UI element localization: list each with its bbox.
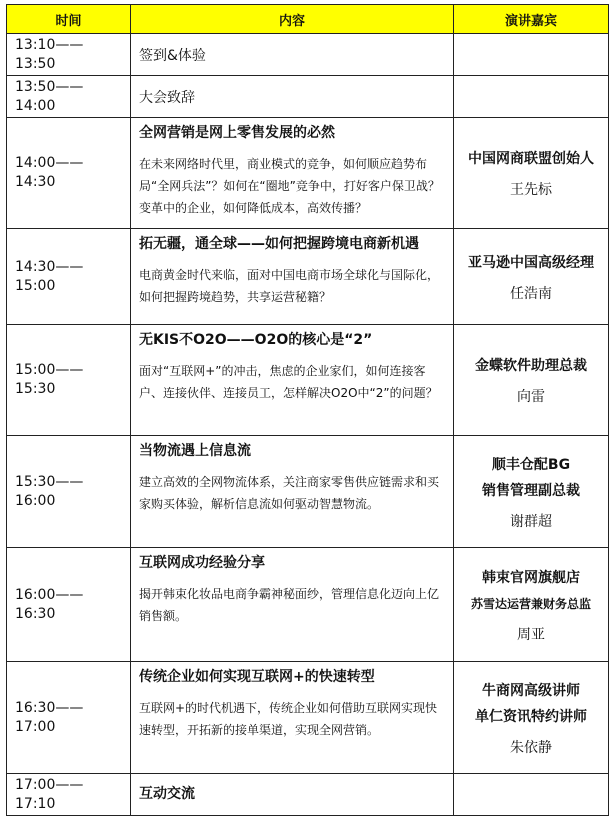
content-cell [131, 325, 454, 436]
time-end: 17:00 [15, 718, 56, 735]
topic-description: 互联网+的时代机遇下，传统企业如何借助互联网实现快速转型，开拓新的接单渠道，实现全网营销。 [139, 701, 438, 737]
table-row [7, 229, 609, 325]
speaker-title: 顺丰仓配BG [491, 456, 571, 473]
time-cell [7, 229, 131, 325]
topic-text: 大会致辞 [139, 89, 195, 106]
time-end: 16:00 [15, 492, 56, 509]
time-cell [7, 325, 131, 436]
header-row [7, 5, 609, 34]
header-time: 时间 [7, 5, 131, 34]
speaker-title: 韩束官网旗舰店 [482, 569, 580, 586]
speaker-title: 中国网商联盟创始人 [468, 151, 594, 167]
topic-title: 拓无疆，通全球——如何把握跨境电商新机遇 [139, 236, 419, 252]
time-start: 14:30—— [15, 258, 84, 275]
time-cell [7, 118, 131, 229]
speaker-title: 牛商网高级讲师 [482, 682, 580, 699]
topic-title: 全网营销是网上零售发展的必然 [139, 125, 335, 141]
topic-title: 互动交流 [139, 786, 195, 802]
time-start: 16:30—— [15, 699, 84, 716]
speaker-cell [454, 662, 609, 774]
header-content: 内容 [131, 5, 454, 34]
speaker-title: 亚马逊中国高级经理 [468, 254, 594, 271]
table-row [7, 118, 609, 229]
topic-title: 互联网成功经验分享 [139, 555, 265, 571]
speaker-title: 金蝶软件助理总裁 [475, 358, 587, 374]
time-end: 15:00 [15, 277, 56, 294]
topic-description: 面对“互联网+”的冲击，焦虑的企业家们，如何连接客户、连接伙伴、连接员工，怎样解决O2O中“2”的问题？ [139, 364, 438, 400]
time-cell [7, 34, 131, 76]
content-cell [131, 34, 454, 76]
topic-description: 电商黄金时代来临，面对中国电商市场全球化与国际化，如何把握跨境趋势，共享运营秘籍？ [139, 268, 440, 304]
content-cell [131, 548, 454, 662]
time-start: 13:50—— [15, 78, 84, 95]
table-row [7, 662, 609, 774]
content-cell [131, 662, 454, 774]
speaker-name: 朱依静 [510, 739, 552, 756]
time-end: 13:50 [15, 55, 56, 72]
table-row [7, 34, 609, 76]
content-cell [131, 118, 454, 229]
time-end: 14:30 [15, 174, 56, 190]
time-start: 17:00—— [15, 776, 84, 793]
speaker-cell [454, 229, 609, 325]
time-cell [7, 76, 131, 118]
time-start: 14:00—— [15, 155, 84, 171]
table-row [7, 774, 609, 816]
time-cell [7, 436, 131, 548]
time-end: 15:30 [15, 381, 56, 397]
table-row [7, 76, 609, 118]
speaker-cell [454, 325, 609, 436]
topic-title: 传统企业如何实现互联网+的快速转型 [139, 669, 375, 685]
speaker-name: 谢群超 [510, 513, 552, 530]
time-end: 17:10 [15, 795, 56, 812]
speaker-cell [454, 436, 609, 548]
speaker-cell [454, 774, 609, 816]
time-start: 15:00—— [15, 362, 84, 378]
speaker-name: 向雷 [517, 389, 545, 405]
time-end: 14:00 [15, 97, 56, 114]
table-row [7, 436, 609, 548]
speaker-cell [454, 34, 609, 76]
header-speaker: 演讲嘉宾 [454, 5, 609, 34]
content-cell [131, 76, 454, 118]
agenda-table [6, 4, 609, 816]
time-cell [7, 774, 131, 816]
time-start: 16:00—— [15, 586, 84, 603]
speaker-title-line2: 单仁资讯特约讲师 [475, 708, 587, 725]
speaker-name: 任浩南 [510, 285, 552, 302]
table-row [7, 325, 609, 436]
speaker-name: 周亚 [517, 626, 545, 643]
time-end: 16:30 [15, 605, 56, 622]
content-cell [131, 229, 454, 325]
topic-title: 当物流遇上信息流 [139, 443, 251, 459]
topic-title: 无KIS不O2O——O2O的核心是“2” [139, 332, 373, 348]
speaker-cell [454, 118, 609, 229]
topic-description: 在未来网络时代里，商业模式的竞争，如何顺应趋势布局“全网兵法”？如何在“圈地”竞争中，打好客户保卫战？变革中的企业，如何降低成本，高效传播？ [139, 157, 440, 215]
time-cell [7, 548, 131, 662]
speaker-title-line2: 苏雪达运营兼财务总监 [470, 596, 591, 611]
speaker-title-line2: 销售管理副总裁 [482, 482, 580, 499]
content-cell [131, 774, 454, 816]
time-start: 15:30—— [15, 473, 84, 490]
time-start: 13:10—— [15, 36, 84, 53]
speaker-name: 王先标 [510, 182, 552, 198]
topic-description: 建立高效的全网物流体系，关注商家零售供应链需求和买家购买体验，解析信息流如何驱动智慧物流。 [139, 475, 440, 511]
speaker-cell [454, 76, 609, 118]
topic-description: 揭开韩束化妆品电商争霸神秘面纱，管理信息化迈向上亿销售额。 [139, 587, 440, 623]
topic-text: 签到&体验 [139, 47, 206, 64]
time-cell [7, 662, 131, 774]
speaker-cell [454, 548, 609, 662]
content-cell [131, 436, 454, 548]
table-row [7, 548, 609, 662]
